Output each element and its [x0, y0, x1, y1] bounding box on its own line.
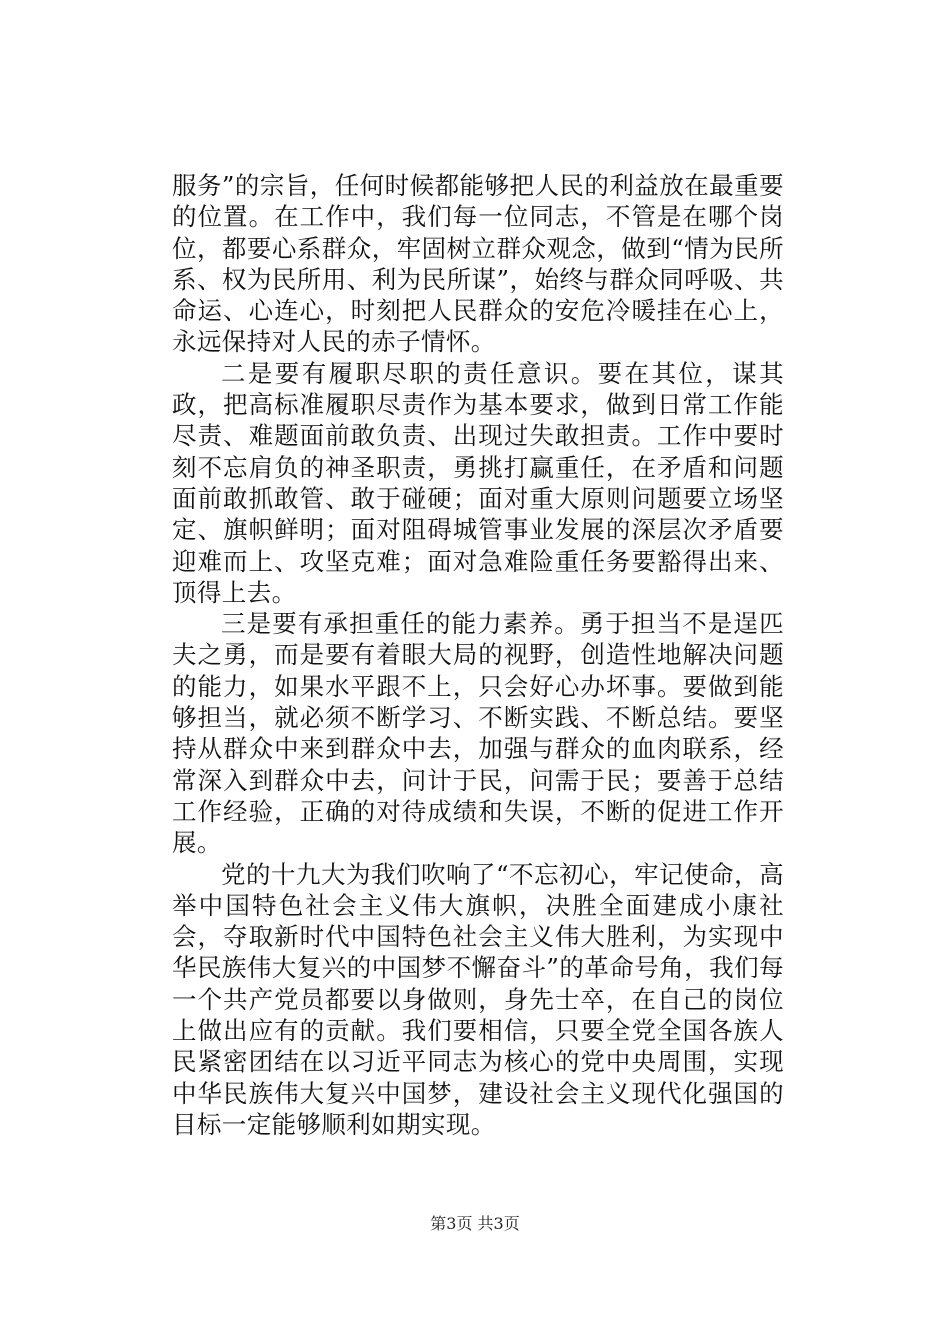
- page-footer: 第3页 共3页: [430, 1214, 520, 1233]
- paragraph-responsibility: 二是要有履职尽职的责任意识。要在其位，谋其政，把高标准履职尽责作为基本要求，做到日常工作能尽责、难题面前敢负责、出现过失敢担责。工作中要时刻不忘肩负的神圣职责，勇挑打赢重任，在矛盾和问题面前敢抓敢管、敢于碰硬；面对重大原则问题要立场坚定、旗帜鲜明；面对阻碍城管事业发展的深层次矛盾要迎难而上、攻坚克难；面对急难险重任务要豁得出来、顶得上去。: [172, 358, 784, 607]
- paragraph-conclusion: 党的十九大为我们吹响了“不忘初心，牢记使命，高举中国特色社会主义伟大旗帜，决胜全面建成小康社会，夺取新时代中国特色社会主义伟大胜利，为实现中华民族伟大复兴的中国梦不懈奋斗”的革命号角，我们每一个共产党员都要以身做则，身先士卒，在自己的岗位上做出应有的贡献。我们要相信，只要全党全国各族人民紧密团结在以习近平同志为核心的党中央周围，实现中华民族伟大复兴中国梦，建设社会主义现代化强国的目标一定能够顺利如期实现。: [172, 859, 784, 1139]
- paragraph-capability: 三是要有承担重任的能力素养。勇于担当不是逞匹夫之勇，而是要有着眼大局的视野，创造性地解决问题的能力，如果水平跟不上，只会好心办坏事。要做到能够担当，就必须不断学习、不断实践、不断总结。要坚持从群众中来到群众中去，加强与群众的血肉联系，经常深入到群众中去，问计于民，问需于民；要善于总结工作经验，正确的对待成绩和失误，不断的促进工作开展。: [172, 609, 784, 858]
- paragraph-continuation: 服务”的宗旨，任何时候都能够把人民的利益放在最重要的位置。在工作中，我们每一位同志，不管是在哪个岗位，都要心系群众，牢固树立群众观念，做到“情为民所系、权为民所用、利为民所谋”，始终与群众同呼吸、共命运、心连心，时刻把人民群众的安危冷暖挂在心上，永远保持对人民的赤子情怀。: [172, 171, 784, 357]
- document-body: [172, 170, 784, 1140]
